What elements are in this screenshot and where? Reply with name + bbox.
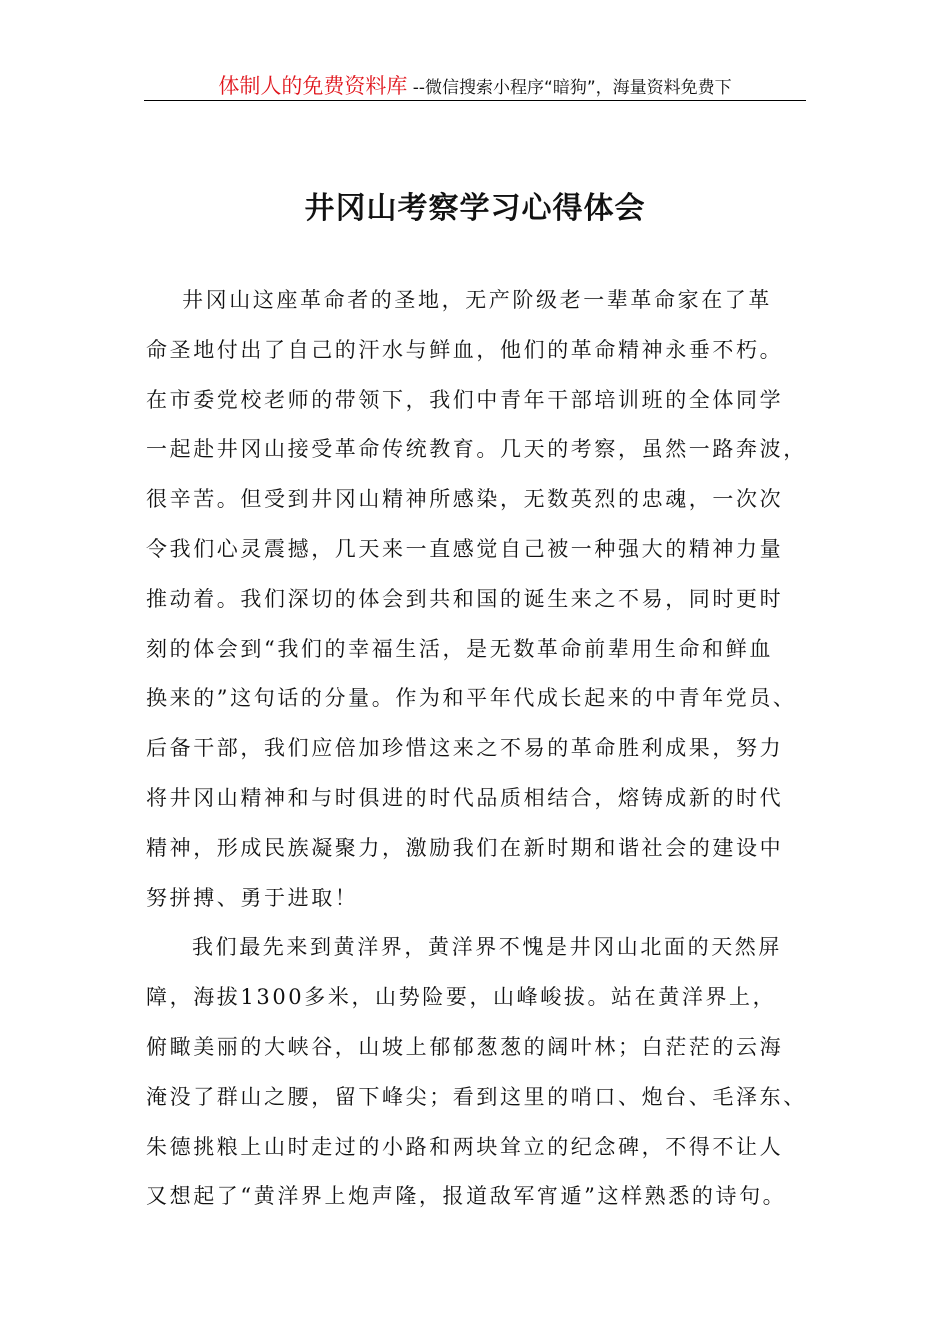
paragraph-2-line: 俯瞰美丽的大峡谷，山坡上郁郁葱葱的阔叶林；白茫茫的云海 [146, 1034, 784, 1059]
paragraph-1-line: 井冈山这座革命者的圣地，无产阶级老一辈革命家在了革 [182, 288, 772, 312]
header-tagline: --微信搜索小程序“暗狗”，海量资料免费下 [407, 78, 732, 98]
page-header [144, 70, 806, 101]
paragraph-1-line: 在市委党校老师的带领下，我们中青年干部培训班的全体同学 [146, 387, 784, 412]
paragraph-1-line: 将井冈山精神和与时俱进的时代品质相结合，熔铸成新的时代 [146, 785, 784, 810]
paragraph-1-line: 令我们心灵震撼，几天来一直感觉自己被一种强大的精神力量 [146, 536, 784, 561]
document-body [146, 284, 826, 1230]
paragraph-2-line: 朱德挑粮上山时走过的小路和两块耸立的纪念碑，不得不让人 [146, 1134, 784, 1159]
paragraph-1-line: 推动着。我们深切的体会到共和国的诞生来之不易，同时更时 [146, 586, 784, 611]
document-title: 井冈山考察学习心得体会 [304, 191, 646, 226]
paragraph-2-line: 障，海拔1300多米，山势险要，山峰峻拔。站在黄洋界上， [146, 985, 777, 1010]
paragraph-1-line: 一起赴井冈山接受革命传统教育。几天的考察，虽然一路奔波， [146, 437, 807, 462]
paragraph-1-line: 命圣地付出了自己的汗水与鲜血，他们的革命精神永垂不朽。 [146, 337, 784, 362]
paragraph-1-line: 刻的体会到“我们的幸福生活，是无数革命前辈用生命和鲜血 [146, 636, 773, 661]
paragraph-2-line: 又想起了“黄洋界上炮声隆，报道敌军宵遁”这样熟悉的诗句。 [146, 1184, 787, 1209]
paragraph-1-line: 很辛苦。但受到井冈山精神所感染，无数英烈的忠魂，一次次 [146, 487, 784, 512]
paragraph-1-line: 努拼搏、勇于进取！ [146, 885, 359, 910]
paragraph-1-line: 后备干部，我们应倍加珍惜这来之不易的革命胜利成果，努力 [146, 736, 784, 761]
paragraph-1-line: 换来的”这句话的分量。作为和平年代成长起来的中青年党员、 [146, 686, 797, 711]
paragraph-2-line: 我们最先来到黄洋界，黄洋界不愧是井冈山北面的天然屏 [192, 935, 782, 960]
paragraph-1-line: 精神，形成民族凝聚力，激励我们在新时期和谐社会的建设中 [146, 835, 784, 860]
header-brand: 体制人的免费资料库 [218, 74, 408, 98]
paragraph-2-line: 淹没了群山之腰，留下峰尖；看到这里的哨口、炮台、毛泽东、 [146, 1084, 807, 1109]
